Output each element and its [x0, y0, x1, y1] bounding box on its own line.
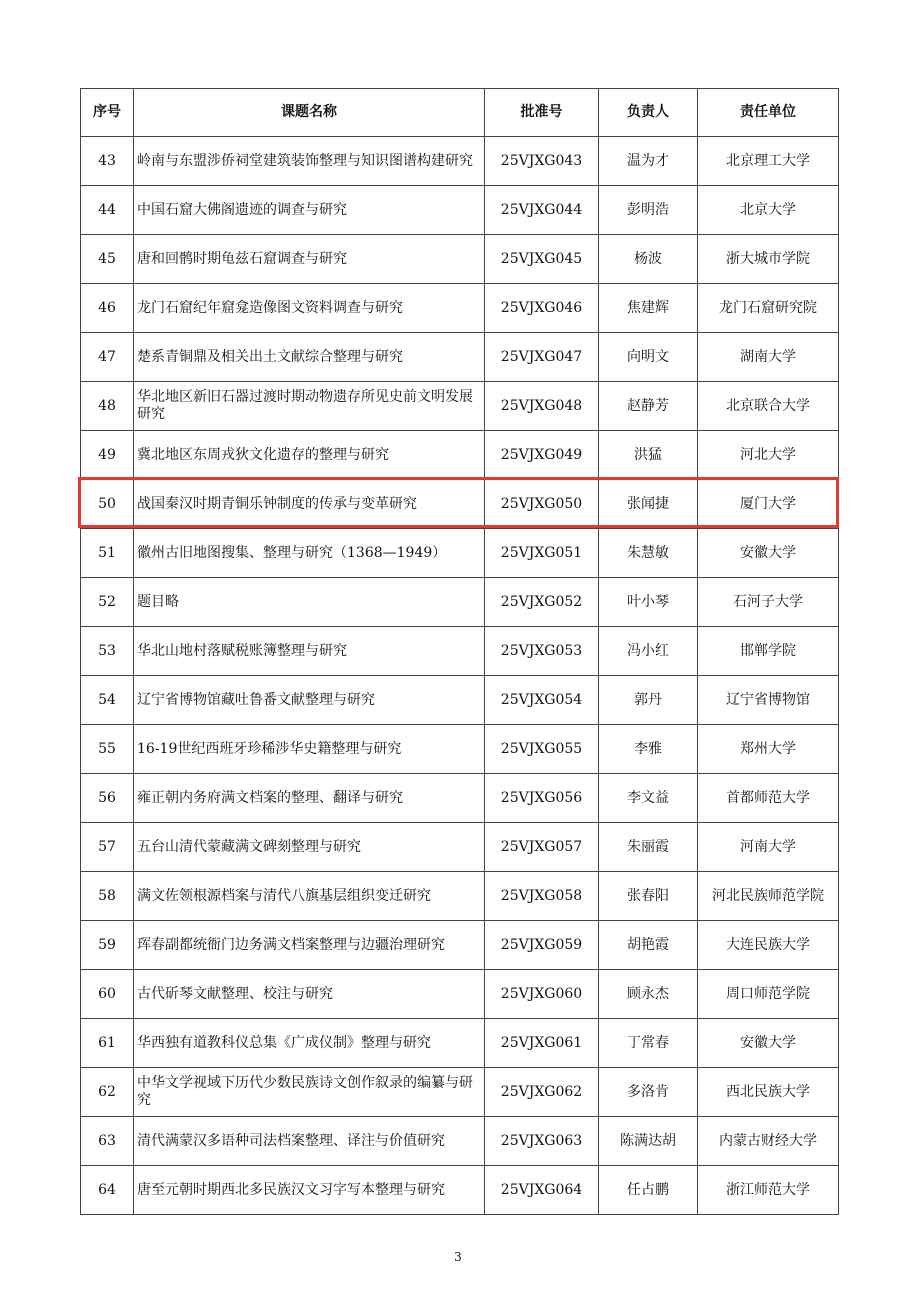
- row-leader: 张春阳: [599, 872, 698, 921]
- table-row: [81, 578, 839, 627]
- row-index: 47: [81, 333, 134, 382]
- row-approval-no: 25VJXG046: [485, 284, 599, 333]
- row-title: 唐至元朝时期西北多民族汉文习字写本整理与研究: [134, 1166, 485, 1215]
- row-title: 题目略: [134, 578, 485, 627]
- page-number: 3: [454, 1250, 462, 1264]
- table-row: [81, 284, 839, 333]
- row-leader: 洪猛: [599, 431, 698, 480]
- row-unit: 河北民族师范学院: [698, 872, 839, 921]
- row-unit: 安徽大学: [698, 529, 839, 578]
- table-row: [81, 529, 839, 578]
- row-approval-no: 25VJXG049: [485, 431, 599, 480]
- row-leader: 冯小红: [599, 627, 698, 676]
- table-row: [81, 921, 839, 970]
- table-row: [81, 1019, 839, 1068]
- row-unit: 周口师范学院: [698, 970, 839, 1019]
- table-row: [81, 333, 839, 382]
- row-index: 56: [81, 774, 134, 823]
- row-leader: 向明文: [599, 333, 698, 382]
- row-index: 55: [81, 725, 134, 774]
- row-leader: 胡艳霞: [599, 921, 698, 970]
- row-approval-no: 25VJXG059: [485, 921, 599, 970]
- row-index: 51: [81, 529, 134, 578]
- row-index: 64: [81, 1166, 134, 1215]
- row-leader: 李文益: [599, 774, 698, 823]
- row-approval-no: 25VJXG063: [485, 1117, 599, 1166]
- header-leader: 负责人: [599, 89, 698, 137]
- table-row: [81, 1166, 839, 1215]
- row-approval-no: 25VJXG052: [485, 578, 599, 627]
- row-title: 龙门石窟纪年窟龛造像图文资料调查与研究: [134, 284, 485, 333]
- row-index: 53: [81, 627, 134, 676]
- row-leader: 焦建辉: [599, 284, 698, 333]
- row-unit: 北京大学: [698, 186, 839, 235]
- row-title: 16-19世纪西班牙珍稀涉华史籍整理与研究: [134, 725, 485, 774]
- table-row: [81, 235, 839, 284]
- row-index: 43: [81, 137, 134, 186]
- row-approval-no: 25VJXG053: [485, 627, 599, 676]
- row-title: 辽宁省博物馆藏吐鲁番文献整理与研究: [134, 676, 485, 725]
- row-approval-no: 25VJXG055: [485, 725, 599, 774]
- row-approval-no: 25VJXG060: [485, 970, 599, 1019]
- row-title: 古代斫琴文献整理、校注与研究: [134, 970, 485, 1019]
- row-approval-no: 25VJXG050: [485, 480, 599, 529]
- row-unit: 郑州大学: [698, 725, 839, 774]
- row-approval-no: 25VJXG056: [485, 774, 599, 823]
- row-title: 冀北地区东周戎狄文化遗存的整理与研究: [134, 431, 485, 480]
- row-approval-no: 25VJXG061: [485, 1019, 599, 1068]
- row-leader: 顾永杰: [599, 970, 698, 1019]
- table-row: [81, 186, 839, 235]
- header-title: 课题名称: [134, 89, 485, 137]
- row-unit: 邯郸学院: [698, 627, 839, 676]
- row-leader: 任占鹏: [599, 1166, 698, 1215]
- row-index: 49: [81, 431, 134, 480]
- row-approval-no: 25VJXG048: [485, 382, 599, 431]
- row-approval-no: 25VJXG051: [485, 529, 599, 578]
- table-row: [81, 382, 839, 431]
- row-approval-no: 25VJXG058: [485, 872, 599, 921]
- row-title: 岭南与东盟涉侨祠堂建筑装饰整理与知识图谱构建研究: [134, 137, 485, 186]
- row-approval-no: 25VJXG064: [485, 1166, 599, 1215]
- row-leader: 杨波: [599, 235, 698, 284]
- row-leader: 温为才: [599, 137, 698, 186]
- row-title: 楚系青铜鼎及相关出土文献综合整理与研究: [134, 333, 485, 382]
- row-unit: 河南大学: [698, 823, 839, 872]
- row-index: 48: [81, 382, 134, 431]
- table-row: [81, 480, 839, 529]
- table-row: [81, 137, 839, 186]
- row-leader: 赵静芳: [599, 382, 698, 431]
- row-title: 雍正朝内务府满文档案的整理、翻译与研究: [134, 774, 485, 823]
- row-leader: 陈满达胡: [599, 1117, 698, 1166]
- row-leader: 张闻捷: [599, 480, 698, 529]
- row-title: 满文佐领根源档案与清代八旗基层组织变迁研究: [134, 872, 485, 921]
- row-unit: 首都师范大学: [698, 774, 839, 823]
- row-unit: 河北大学: [698, 431, 839, 480]
- row-unit: 湖南大学: [698, 333, 839, 382]
- table-row: [81, 872, 839, 921]
- row-title: 中国石窟大佛阁遗迹的调查与研究: [134, 186, 485, 235]
- row-title: 徽州古旧地图搜集、整理与研究（1368—1949）: [134, 529, 485, 578]
- table-row: [81, 676, 839, 725]
- row-title: 华北地区新旧石器过渡时期动物遗存所见史前文明发展研究: [134, 382, 485, 431]
- row-index: 57: [81, 823, 134, 872]
- row-leader: 丁常春: [599, 1019, 698, 1068]
- row-index: 60: [81, 970, 134, 1019]
- row-index: 54: [81, 676, 134, 725]
- header-index: 序号: [81, 89, 134, 137]
- row-approval-no: 25VJXG047: [485, 333, 599, 382]
- row-unit: 大连民族大学: [698, 921, 839, 970]
- row-title: 清代满蒙汉多语种司法档案整理、译注与价值研究: [134, 1117, 485, 1166]
- table-row: [81, 725, 839, 774]
- table-row: [81, 627, 839, 676]
- table-row: [81, 1068, 839, 1117]
- row-leader: 朱丽霞: [599, 823, 698, 872]
- row-leader: 朱慧敏: [599, 529, 698, 578]
- row-leader: 郭丹: [599, 676, 698, 725]
- row-leader: 多洛肯: [599, 1068, 698, 1117]
- row-unit: 北京联合大学: [698, 382, 839, 431]
- header-approval-no: 批准号: [485, 89, 599, 137]
- row-approval-no: 25VJXG045: [485, 235, 599, 284]
- row-title: 珲春副都统衙门边务满文档案整理与边疆治理研究: [134, 921, 485, 970]
- table-row: [81, 774, 839, 823]
- row-title: 华北山地村落赋税账簿整理与研究: [134, 627, 485, 676]
- row-unit: 西北民族大学: [698, 1068, 839, 1117]
- row-unit: 龙门石窟研究院: [698, 284, 839, 333]
- row-leader: 彭明浩: [599, 186, 698, 235]
- row-unit: 浙大城市学院: [698, 235, 839, 284]
- table-row: [81, 970, 839, 1019]
- row-index: 46: [81, 284, 134, 333]
- row-unit: 厦门大学: [698, 480, 839, 529]
- row-index: 59: [81, 921, 134, 970]
- row-index: 44: [81, 186, 134, 235]
- row-leader: 叶小琴: [599, 578, 698, 627]
- row-approval-no: 25VJXG062: [485, 1068, 599, 1117]
- row-approval-no: 25VJXG054: [485, 676, 599, 725]
- table-row: [81, 1117, 839, 1166]
- row-unit: 北京理工大学: [698, 137, 839, 186]
- row-title: 华西独有道教科仪总集《广成仪制》整理与研究: [134, 1019, 485, 1068]
- row-approval-no: 25VJXG044: [485, 186, 599, 235]
- table-row: [81, 823, 839, 872]
- row-unit: 辽宁省博物馆: [698, 676, 839, 725]
- table-row: [81, 431, 839, 480]
- row-index: 58: [81, 872, 134, 921]
- row-unit: 浙江师范大学: [698, 1166, 839, 1215]
- header-unit: 责任单位: [698, 89, 839, 137]
- row-index: 61: [81, 1019, 134, 1068]
- row-approval-no: 25VJXG057: [485, 823, 599, 872]
- row-approval-no: 25VJXG043: [485, 137, 599, 186]
- header-row: [81, 89, 839, 137]
- row-title: 战国秦汉时期青铜乐钟制度的传承与变革研究: [134, 480, 485, 529]
- project-table: [80, 88, 839, 1215]
- row-unit: 内蒙古财经大学: [698, 1117, 839, 1166]
- row-unit: 石河子大学: [698, 578, 839, 627]
- row-index: 50: [81, 480, 134, 529]
- row-index: 52: [81, 578, 134, 627]
- row-title: 唐和回鹘时期龟兹石窟调查与研究: [134, 235, 485, 284]
- row-leader: 李雅: [599, 725, 698, 774]
- row-unit: 安徽大学: [698, 1019, 839, 1068]
- row-title: 中华文学视域下历代少数民族诗文创作叙录的编纂与研究: [134, 1068, 485, 1117]
- row-title: 五台山清代蒙藏满文碑刻整理与研究: [134, 823, 485, 872]
- row-index: 62: [81, 1068, 134, 1117]
- row-index: 45: [81, 235, 134, 284]
- row-index: 63: [81, 1117, 134, 1166]
